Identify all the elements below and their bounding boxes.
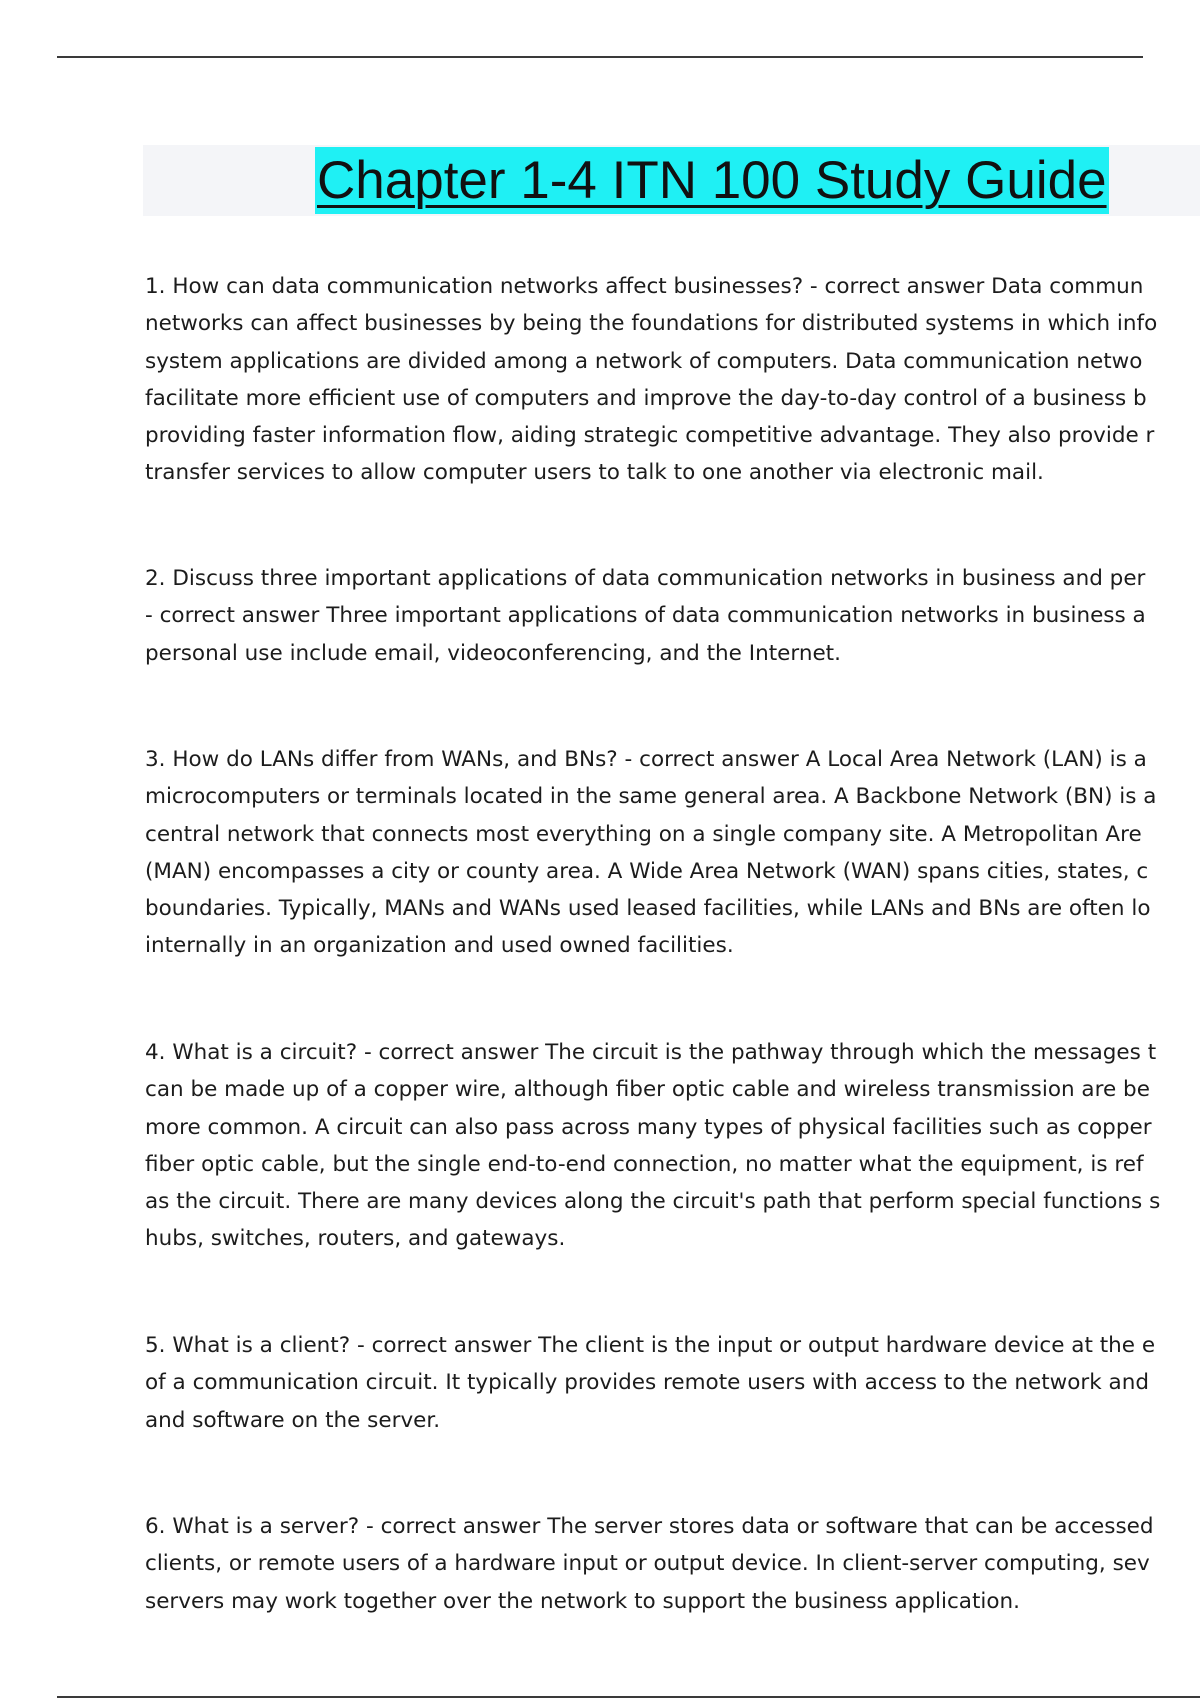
question-line: 1. How can data communication networks affect businesses? - correct answer Data commun [145,274,1144,299]
question-line: 3. How do LANs differ from WANs, and BNs? - correct answer A Local Area Network (LAN) is a [145,747,1147,772]
question-line: clients, or remote users of a hardware input or output device. In client-server computing, sev [145,1551,1150,1577]
question-line: central network that connects most everything on a single company site. A Metropolitan Are [145,821,1142,847]
question-line: more common. A circuit can also pass across many types of physical facilities such as copper [145,1114,1152,1140]
question-line: system applications are divided among a network of computers. Data communication netwo [145,348,1143,374]
question-line: (MAN) encompasses a city or county area. A Wide Area Network (WAN) spans cities, states, c [145,858,1149,884]
question-line: of a communication circuit. It typically provides remote users with access to the network and [145,1370,1149,1396]
bottom-divider-rule [57,1696,1200,1698]
question-1 [145,268,1157,492]
question-line: hubs, switches, routers, and gateways. [145,1226,566,1252]
top-divider-rule [57,56,1143,58]
question-line: and software on the server. [145,1407,441,1433]
question-line: as the circuit. There are many devices along the circuit's path that perform special functions s [145,1189,1161,1215]
question-line: facilitate more efficient use of computers and improve the day-to-day control of a business b [145,385,1147,411]
question-line: 4. What is a circuit? - correct answer The circuit is the pathway through which the messages t [145,1040,1157,1065]
question-line: networks can affect businesses by being the foundations for distributed systems in which info [145,311,1158,337]
question-5 [145,1327,1155,1439]
question-line: 2. Discuss three important applications of data communication networks in business and per [145,566,1146,591]
question-line: microcomputers or terminals located in the same general area. A Backbone Network (BN) is a [145,784,1157,810]
question-line: internally in an organization and used owned facilities. [145,933,734,959]
question-4 [145,1034,1160,1258]
question-line: personal use include email, videoconferencing, and the Internet. [145,640,841,666]
question-line: 5. What is a client? - correct answer The client is the input or output hardware device at the e [145,1333,1156,1358]
question-line: providing faster information flow, aiding strategic competitive advantage. They also provide r [145,423,1155,449]
question-6 [145,1508,1154,1620]
question-3 [145,741,1156,965]
question-line: 6. What is a server? - correct answer The server stores data or software that can be accessed [145,1514,1154,1539]
question-line: boundaries. Typically, MANs and WANs used leased facilities, while LANs and BNs are often lo [145,896,1151,922]
question-line: transfer services to allow computer users to talk to one another via electronic mail. [145,460,1044,486]
question-line: can be made up of a copper wire, although fiber optic cable and wireless transmission are be [145,1077,1150,1103]
question-line: - correct answer Three important applications of data communication networks in business a [145,603,1146,629]
question-line: fiber optic cable, but the single end-to-end connection, no matter what the equipment, is ref [145,1151,1144,1177]
question-line: servers may work together over the network to support the business application. [145,1588,1020,1614]
question-2 [145,560,1146,672]
document-title: Chapter 1-4 ITN 100 Study Guide [315,147,1109,214]
